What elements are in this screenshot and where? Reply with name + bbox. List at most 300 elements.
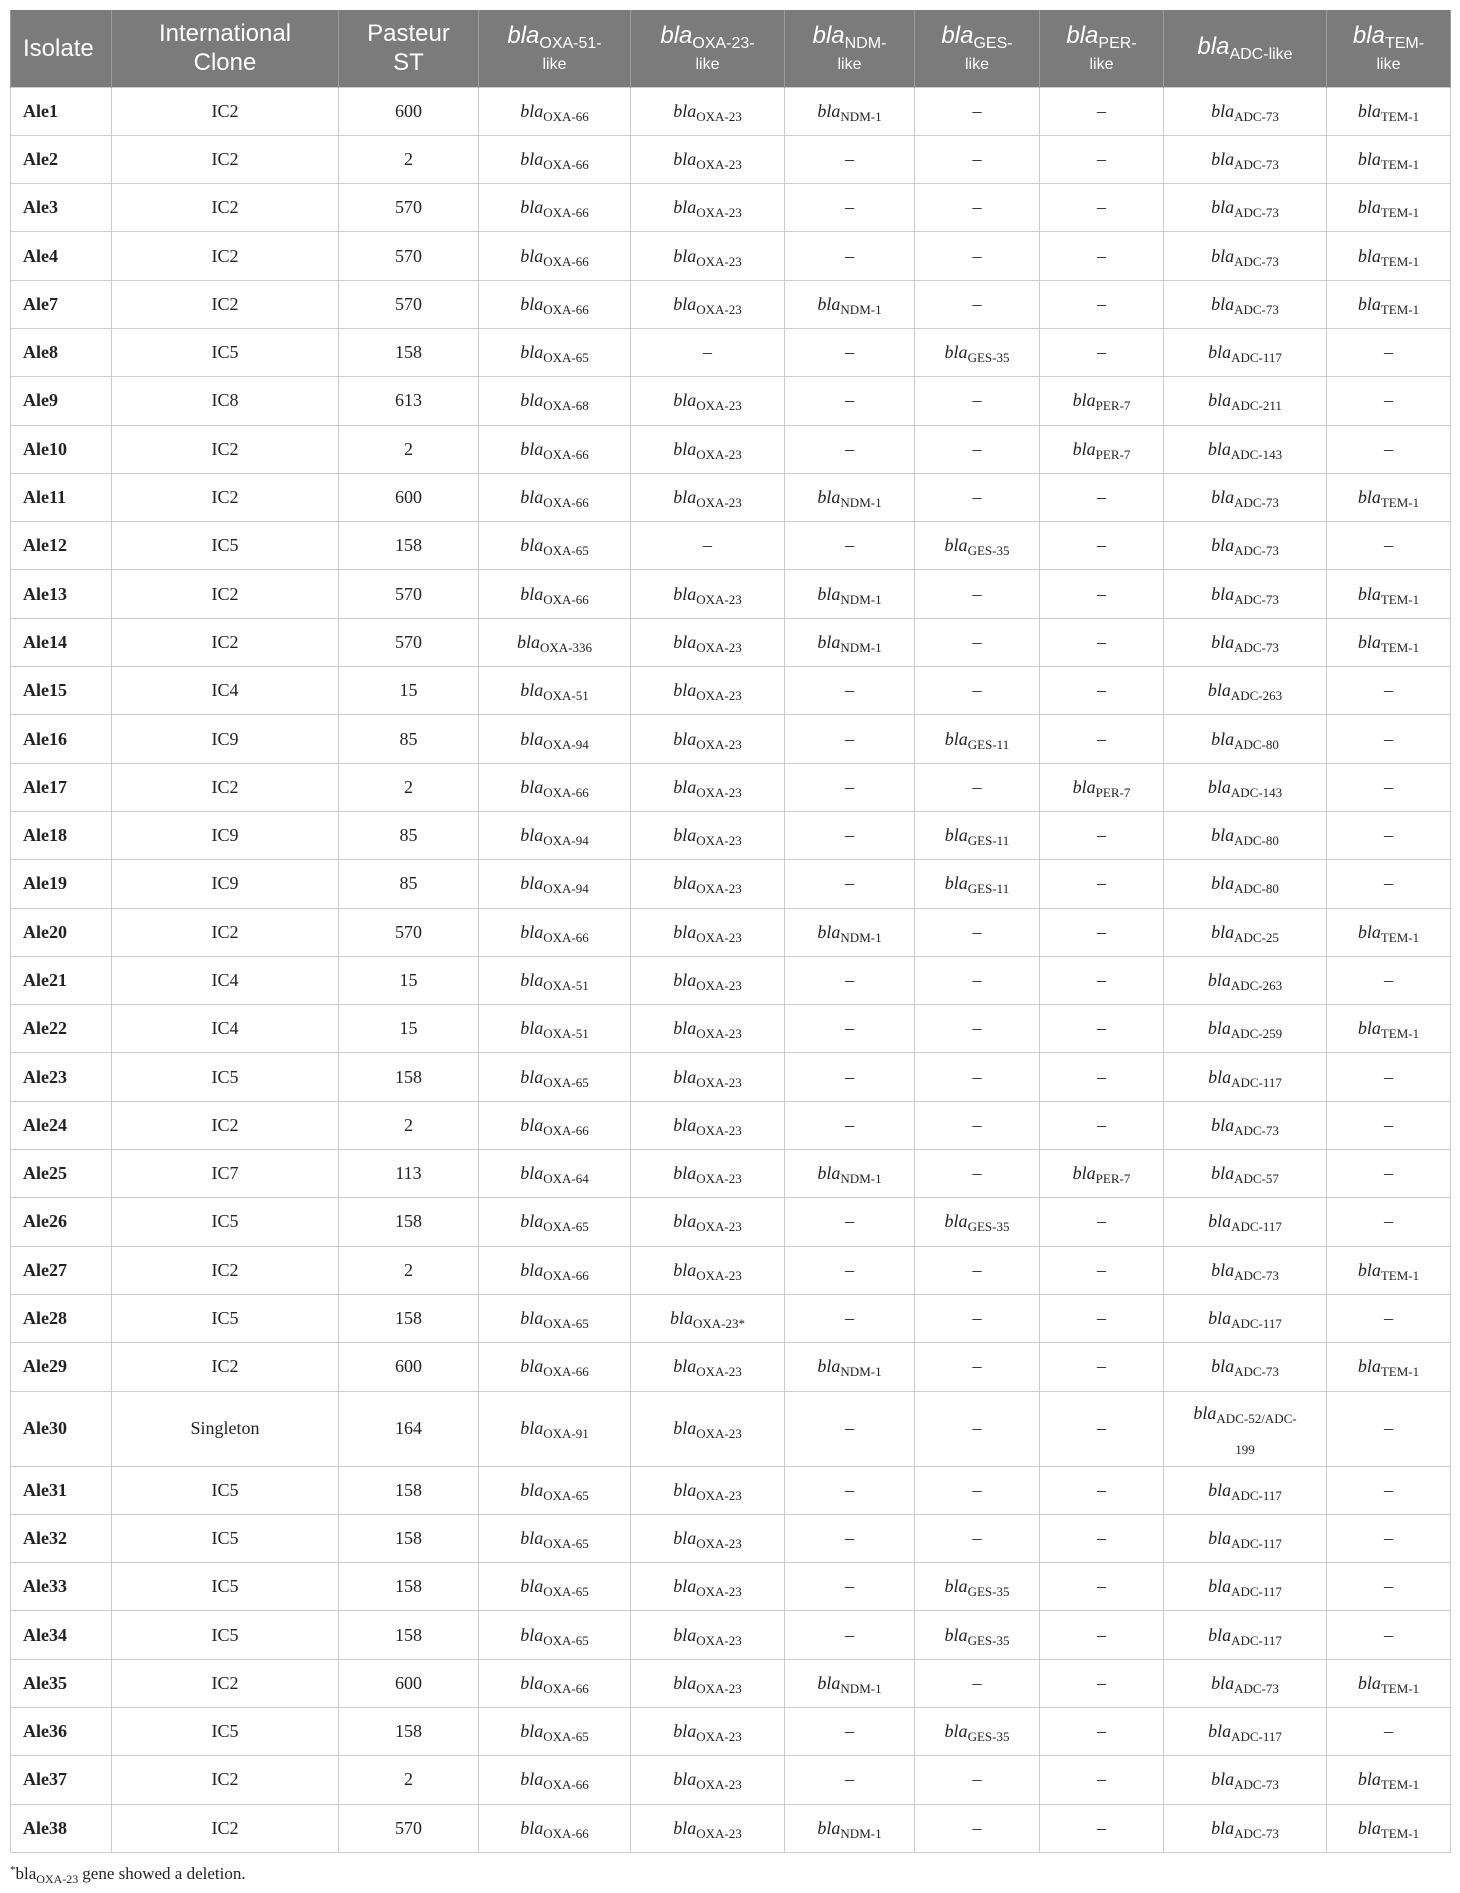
bla-oxa-51-like-cell — [479, 1708, 631, 1756]
table-row — [11, 328, 1451, 376]
gene-prefix: bla — [1211, 100, 1235, 121]
isolate-value: Ale34 — [23, 1624, 67, 1645]
gene-prefix: bla — [673, 1624, 697, 1645]
gene-prefix: bla — [673, 390, 697, 411]
allele-name: ADC-263 — [1230, 977, 1283, 993]
allele-name: OXA-66 — [543, 591, 589, 607]
bla-ges-like-cell — [915, 1804, 1040, 1852]
table-footnote — [10, 1863, 1460, 1885]
allele-name: TEM-1 — [1380, 108, 1420, 124]
gene-prefix: bla — [1208, 1479, 1232, 1500]
bla-oxa-23-like-cell — [631, 1659, 785, 1707]
gene-prefix: bla — [520, 1356, 544, 1377]
gene-prefix: bla — [520, 969, 544, 990]
international-clone-value: IC5 — [211, 1576, 239, 1597]
gene-allele — [673, 868, 742, 899]
bla-ges-like-cell — [915, 1611, 1040, 1659]
allele-name: NDM-1 — [840, 1825, 882, 1841]
allele-name: OXA-65 — [543, 1487, 589, 1503]
gene-prefix: bla — [817, 631, 841, 652]
pasteur-st-value: 570 — [395, 583, 422, 604]
absent-mark: – — [1097, 197, 1106, 218]
allele-name: OXA-23 — [696, 1074, 742, 1090]
bla-tem-like-cell — [1327, 618, 1451, 666]
absent-mark: – — [1097, 535, 1106, 556]
allele-name: OXA-23 — [696, 1487, 742, 1503]
gene-prefix: bla — [673, 631, 697, 652]
bla-ndm-like-cell — [785, 1708, 915, 1756]
allele-name: TEM-1 — [1380, 1777, 1420, 1793]
bla-ges-like-cell — [915, 811, 1040, 859]
allele-name: TEM-1 — [1380, 301, 1420, 317]
bla-ges-like-cell — [915, 1246, 1040, 1294]
gene-family-suffix: like — [542, 56, 567, 74]
gene-prefix: bla — [673, 487, 697, 508]
bla-ndm-like-cell — [785, 184, 915, 232]
allele-name: ADC-73 — [1234, 1777, 1279, 1793]
gene-allele — [673, 241, 742, 272]
bla-oxa-23-like-cell — [631, 1804, 785, 1852]
international-clone-value: IC2 — [211, 487, 239, 508]
bla-oxa-23-like-cell — [631, 570, 785, 618]
international-clone-value: IC2 — [211, 100, 239, 121]
allele-name: OXA-65 — [543, 543, 589, 559]
isolate-value: Ale32 — [23, 1527, 67, 1548]
isolate-value: Ale12 — [23, 535, 67, 556]
gene-prefix: bla — [520, 438, 544, 459]
absent-mark: – — [1384, 728, 1393, 749]
isolate-value: Ale13 — [23, 583, 67, 604]
bla-ndm-like-cell — [785, 232, 915, 280]
table-row — [11, 135, 1451, 183]
isolates-table — [10, 10, 1451, 1853]
gene-prefix: bla — [673, 921, 697, 942]
absent-mark: – — [1384, 873, 1393, 894]
bla-oxa-51-like-cell — [479, 811, 631, 859]
bla-ges-like-cell — [915, 473, 1040, 521]
gene-allele — [1358, 96, 1419, 127]
bla-ndm-like-cell — [785, 860, 915, 908]
bla-adc-like-cell — [1164, 1150, 1327, 1198]
allele-name: OXA-66 — [543, 929, 589, 945]
absent-mark: – — [1097, 1769, 1106, 1790]
absent-mark: – — [845, 1527, 854, 1548]
gene-allele — [520, 482, 589, 513]
bla-tem-like-cell — [1327, 87, 1451, 135]
table-row — [11, 1150, 1451, 1198]
bla-oxa-51-like-cell — [479, 1514, 631, 1562]
bla-oxa-23-like-cell — [631, 908, 785, 956]
gene-allele — [673, 820, 742, 851]
gene-allele — [520, 1668, 589, 1699]
gene-prefix: bla — [817, 293, 841, 314]
allele-name: TEM-1 — [1380, 1364, 1420, 1380]
gene-prefix: bla — [520, 1418, 544, 1439]
international-clone-cell — [112, 135, 339, 183]
bla-oxa-23-like-cell — [631, 1150, 785, 1198]
bla-oxa-51-like-cell — [479, 1005, 631, 1053]
header-bla-adc-like — [1164, 10, 1327, 87]
gene-prefix: bla — [944, 1624, 968, 1645]
bla-tem-like-cell — [1327, 715, 1451, 763]
bla-ges-like-cell — [915, 232, 1040, 280]
pasteur-st-cell — [339, 667, 479, 715]
isolate-cell — [11, 1150, 112, 1198]
gene-prefix: bla — [1357, 293, 1381, 314]
bla-per-like-cell — [1040, 1294, 1164, 1342]
allele-name: NDM-1 — [840, 929, 882, 945]
gene-prefix: bla — [673, 148, 697, 169]
bla-oxa-51-like-cell — [479, 184, 631, 232]
pasteur-st-value: 2 — [404, 1114, 413, 1135]
gene-prefix: bla — [1072, 1163, 1096, 1184]
allele-name: OXA-23 — [696, 881, 742, 897]
gene-prefix: bla — [673, 1672, 697, 1693]
allele-name: OXA-23 — [696, 1122, 742, 1138]
allele-name: ADC-73 — [1234, 301, 1279, 317]
gene-prefix: bla — [673, 1418, 697, 1439]
international-clone-value: IC2 — [211, 293, 239, 314]
pasteur-st-cell — [339, 1053, 479, 1101]
pasteur-st-cell — [339, 908, 479, 956]
pasteur-st-value: 158 — [395, 535, 422, 556]
absent-mark: – — [1384, 535, 1393, 556]
gene-allele — [673, 289, 742, 320]
gene-prefix: bla — [520, 583, 544, 604]
table-row — [11, 232, 1451, 280]
allele-name: OXA-23 — [696, 1777, 742, 1793]
allele-name: GES-35 — [967, 1632, 1010, 1648]
gene-prefix: bla — [669, 1308, 693, 1329]
gene-prefix: bla — [1211, 487, 1235, 508]
pasteur-st-cell — [339, 522, 479, 570]
gene-allele — [817, 1158, 881, 1189]
isolate-cell — [11, 1708, 112, 1756]
gene-allele — [673, 385, 742, 416]
pasteur-st-cell — [339, 1198, 479, 1246]
bla-adc-like-cell — [1164, 1198, 1327, 1246]
gene-prefix: bla — [1208, 1308, 1232, 1329]
allele-name: OXA-23 — [696, 977, 742, 993]
bla-oxa-23-like-cell — [631, 811, 785, 859]
gene-allele — [1211, 289, 1279, 320]
gene-allele — [945, 724, 1009, 755]
isolate-cell — [11, 763, 112, 811]
gene-prefix: bla — [1208, 1721, 1232, 1742]
absent-mark: – — [972, 438, 982, 459]
allele-name: OXA-23 — [696, 301, 742, 317]
bla-adc-like-cell — [1164, 715, 1327, 763]
bla-tem-like-cell — [1327, 1659, 1451, 1707]
absent-mark: – — [972, 1418, 982, 1439]
gene-prefix: bla — [1357, 1259, 1381, 1280]
bla-oxa-51-like-cell — [479, 1659, 631, 1707]
bla-ges-like-cell — [915, 956, 1040, 1004]
gene-allele — [1358, 1764, 1419, 1795]
isolate-cell — [11, 1005, 112, 1053]
absent-mark: – — [845, 728, 854, 749]
bla-ndm-like-cell — [785, 522, 915, 570]
allele-name: ADC-73 — [1234, 1364, 1279, 1380]
international-clone-value: IC2 — [211, 776, 239, 797]
gene-prefix: bla — [673, 1066, 697, 1087]
bla-ndm-like-cell — [785, 1659, 915, 1707]
gene-allele — [817, 1351, 881, 1382]
gene-prefix: bla — [673, 197, 697, 218]
isolate-value: Ale18 — [23, 825, 67, 846]
bla-ges-like-cell — [915, 328, 1040, 376]
pasteur-st-value: 15 — [399, 969, 418, 990]
gene-prefix: bla — [673, 100, 697, 121]
bla-oxa-51-like-cell — [479, 1804, 631, 1852]
gene-allele — [520, 1206, 589, 1237]
gene-prefix: bla — [520, 390, 544, 411]
bla-oxa-51-like-cell — [479, 956, 631, 1004]
bla-oxa-51-like-cell — [479, 618, 631, 666]
gene-allele — [520, 820, 589, 851]
international-clone-value: IC2 — [211, 148, 239, 169]
pasteur-st-value: 2 — [404, 776, 413, 797]
header-international-clone — [112, 10, 339, 87]
absent-mark: – — [1384, 1721, 1393, 1742]
allele-name: ADC-73 — [1234, 108, 1279, 124]
gene-allele — [1208, 1523, 1282, 1554]
gene-allele — [520, 1351, 589, 1382]
allele-name: OXA-23 — [696, 1632, 742, 1648]
isolate-cell — [11, 522, 112, 570]
international-clone-value: IC5 — [211, 1624, 239, 1645]
gene-prefix: bla — [673, 1576, 697, 1597]
bla-tem-like-cell — [1327, 956, 1451, 1004]
bla-ges-like-cell — [915, 618, 1040, 666]
allele-name: ADC-73 — [1234, 1122, 1279, 1138]
bla-ndm-like-cell — [785, 135, 915, 183]
absent-mark: – — [1097, 728, 1106, 749]
pasteur-st-cell — [339, 473, 479, 521]
bla-per-like-cell — [1040, 908, 1164, 956]
bla-tem-like-cell — [1327, 1708, 1451, 1756]
absent-mark: – — [1097, 1479, 1106, 1500]
absent-mark: – — [1384, 1308, 1393, 1329]
header-bla-oxa-23-like — [631, 10, 785, 87]
gene-allele — [1211, 1255, 1279, 1286]
gene-prefix: bla — [673, 1018, 697, 1039]
table-row — [11, 715, 1451, 763]
pasteur-st-cell — [339, 1343, 479, 1391]
absent-mark: – — [845, 245, 854, 266]
pasteur-st-value: 600 — [395, 487, 422, 508]
allele-name: OXA-23 — [696, 1026, 742, 1042]
gene-prefix: bla — [673, 680, 697, 701]
gene-prefix: bla — [1211, 825, 1235, 846]
gene-allele — [673, 1571, 742, 1602]
table-row — [11, 1708, 1451, 1756]
absent-mark: – — [1097, 680, 1106, 701]
header-bla-per-like — [1040, 10, 1164, 87]
allele-name: TEM-1 — [1380, 205, 1420, 221]
pasteur-st-cell — [339, 1150, 479, 1198]
absent-mark: – — [972, 583, 982, 604]
international-clone-value: IC2 — [211, 1817, 239, 1838]
bla-tem-like-cell — [1327, 328, 1451, 376]
gene-allele — [673, 434, 742, 465]
absent-mark: – — [972, 1066, 982, 1087]
gene-allele — [520, 1523, 589, 1554]
international-clone-cell — [112, 908, 339, 956]
gene-allele — [1208, 1475, 1282, 1506]
absent-mark: – — [1097, 1817, 1106, 1838]
gene-allele — [520, 434, 589, 465]
bla-adc-like-cell — [1164, 1294, 1327, 1342]
gene-allele — [520, 1475, 589, 1506]
isolate-value: Ale19 — [23, 873, 67, 894]
header-label: Pasteur ST — [367, 20, 450, 77]
pasteur-st-value: 158 — [395, 1308, 422, 1329]
absent-mark: – — [845, 969, 854, 990]
gene-prefix: bla — [673, 776, 697, 797]
allele-name: ADC-117 — [1231, 1729, 1282, 1745]
bla-tem-like-cell — [1327, 1101, 1451, 1149]
gene-prefix: bla — [1211, 1259, 1235, 1280]
gene-allele — [1208, 1013, 1282, 1044]
allele-name: NDM-1 — [840, 1680, 882, 1696]
bla-ndm-like-cell — [785, 280, 915, 328]
pasteur-st-cell — [339, 1514, 479, 1562]
international-clone-value: IC4 — [211, 1018, 239, 1039]
gene-allele — [945, 337, 1010, 368]
allele-name: ADC-117 — [1231, 1316, 1282, 1332]
isolate-cell — [11, 860, 112, 908]
bla-oxa-23-like-cell — [631, 860, 785, 908]
allele-name: ADC-25 — [1234, 929, 1279, 945]
bla-tem-like-cell — [1327, 280, 1451, 328]
isolate-value: Ale2 — [23, 148, 58, 169]
bla-oxa-51-like-cell — [479, 715, 631, 763]
absent-mark: – — [1384, 969, 1393, 990]
bla-ndm-like-cell — [785, 763, 915, 811]
pasteur-st-value: 158 — [395, 342, 422, 363]
allele-name: TEM-1 — [1380, 1026, 1420, 1042]
bla-oxa-23-like-cell — [631, 1101, 785, 1149]
allele-name: ADC-259 — [1230, 1026, 1283, 1042]
absent-mark: – — [845, 197, 854, 218]
allele-name: GES-11 — [967, 833, 1010, 849]
bla-oxa-23-like-cell — [631, 1343, 785, 1391]
absent-mark: – — [972, 390, 982, 411]
pasteur-st-cell — [339, 1611, 479, 1659]
international-clone-cell — [112, 1246, 339, 1294]
absent-mark: – — [972, 1356, 982, 1377]
absent-mark: – — [1097, 245, 1106, 266]
bla-per-like-cell — [1040, 522, 1164, 570]
bla-ndm-like-cell — [785, 377, 915, 425]
gene-prefix: bla — [817, 583, 841, 604]
bla-adc-like-cell — [1164, 763, 1327, 811]
isolate-cell — [11, 184, 112, 232]
allele-name: NDM-1 — [840, 1364, 882, 1380]
bla-ndm-like-cell — [785, 811, 915, 859]
pasteur-st-cell — [339, 232, 479, 280]
bla-adc-like-cell — [1164, 956, 1327, 1004]
gene-family-suffix: like — [1376, 56, 1401, 74]
gene-allele — [1358, 192, 1419, 223]
allele-name: OXA-23* — [693, 1316, 745, 1332]
pasteur-st-cell — [339, 1294, 479, 1342]
absent-mark: – — [1097, 1356, 1106, 1377]
gene-allele — [1211, 579, 1279, 610]
bla-adc-like-cell — [1164, 1053, 1327, 1101]
bla-ges-like-cell — [915, 715, 1040, 763]
gene-prefix: bla — [1357, 583, 1381, 604]
isolate-value: Ale27 — [23, 1259, 67, 1280]
isolate-cell — [11, 1563, 112, 1611]
bla-tem-like-cell — [1327, 1804, 1451, 1852]
allele-name: TEM-1 — [1380, 253, 1420, 269]
allele-name: OXA-68 — [543, 398, 589, 414]
bla-oxa-51-like-cell — [479, 908, 631, 956]
table-row — [11, 1101, 1451, 1149]
gene-allele — [520, 1716, 589, 1747]
pasteur-st-value: 85 — [399, 728, 418, 749]
gene-allele — [1208, 772, 1282, 803]
gene-prefix: bla — [520, 245, 544, 266]
international-clone-cell — [112, 377, 339, 425]
bla-adc-like-cell — [1164, 522, 1327, 570]
bla-oxa-51-like-cell — [479, 1294, 631, 1342]
gene-allele — [673, 917, 742, 948]
international-clone-value: IC2 — [211, 583, 239, 604]
pasteur-st-value: 570 — [395, 921, 422, 942]
isolate-value: Ale25 — [23, 1163, 67, 1184]
allele-name: ADC-57 — [1234, 1171, 1279, 1187]
absent-mark: – — [703, 535, 712, 556]
gene-prefix: bla — [944, 1576, 968, 1597]
bla-oxa-23-like-cell — [631, 667, 785, 715]
absent-mark: – — [972, 1769, 982, 1790]
gene-allele — [673, 1351, 742, 1382]
absent-mark: – — [972, 245, 982, 266]
isolate-cell — [11, 377, 112, 425]
allele-name: OXA-65 — [543, 1729, 589, 1745]
allele-name: GES-35 — [967, 1219, 1010, 1235]
gene-prefix: bla — [1211, 1672, 1235, 1693]
bla-tem-like-cell — [1327, 1391, 1451, 1466]
absent-mark: – — [1097, 148, 1106, 169]
gene-prefix: bla — [520, 1721, 544, 1742]
bla-ndm-like-cell — [785, 1466, 915, 1514]
gene-prefix: bla — [520, 1163, 544, 1184]
absent-mark: – — [1097, 1624, 1106, 1645]
isolate-cell — [11, 811, 112, 859]
gene-allele — [1211, 1764, 1279, 1795]
gene-prefix: bla — [520, 100, 544, 121]
absent-mark: – — [845, 680, 854, 701]
gene-allele — [520, 1764, 589, 1795]
absent-mark: – — [845, 438, 854, 459]
absent-mark: – — [1384, 1418, 1393, 1439]
allele-name: OXA-23 — [696, 591, 742, 607]
bla-tem-like-cell — [1327, 1343, 1451, 1391]
bla-oxa-51-like-cell — [479, 425, 631, 473]
gene-prefix: bla — [520, 1308, 544, 1329]
international-clone-value: IC5 — [211, 535, 239, 556]
absent-mark: – — [1384, 1624, 1393, 1645]
gene-allele — [817, 627, 881, 658]
allele-name: OXA-65 — [543, 1584, 589, 1600]
gene-prefix: bla — [520, 1114, 544, 1135]
international-clone-value: IC7 — [211, 1163, 239, 1184]
gene-prefix: bla — [1211, 293, 1235, 314]
